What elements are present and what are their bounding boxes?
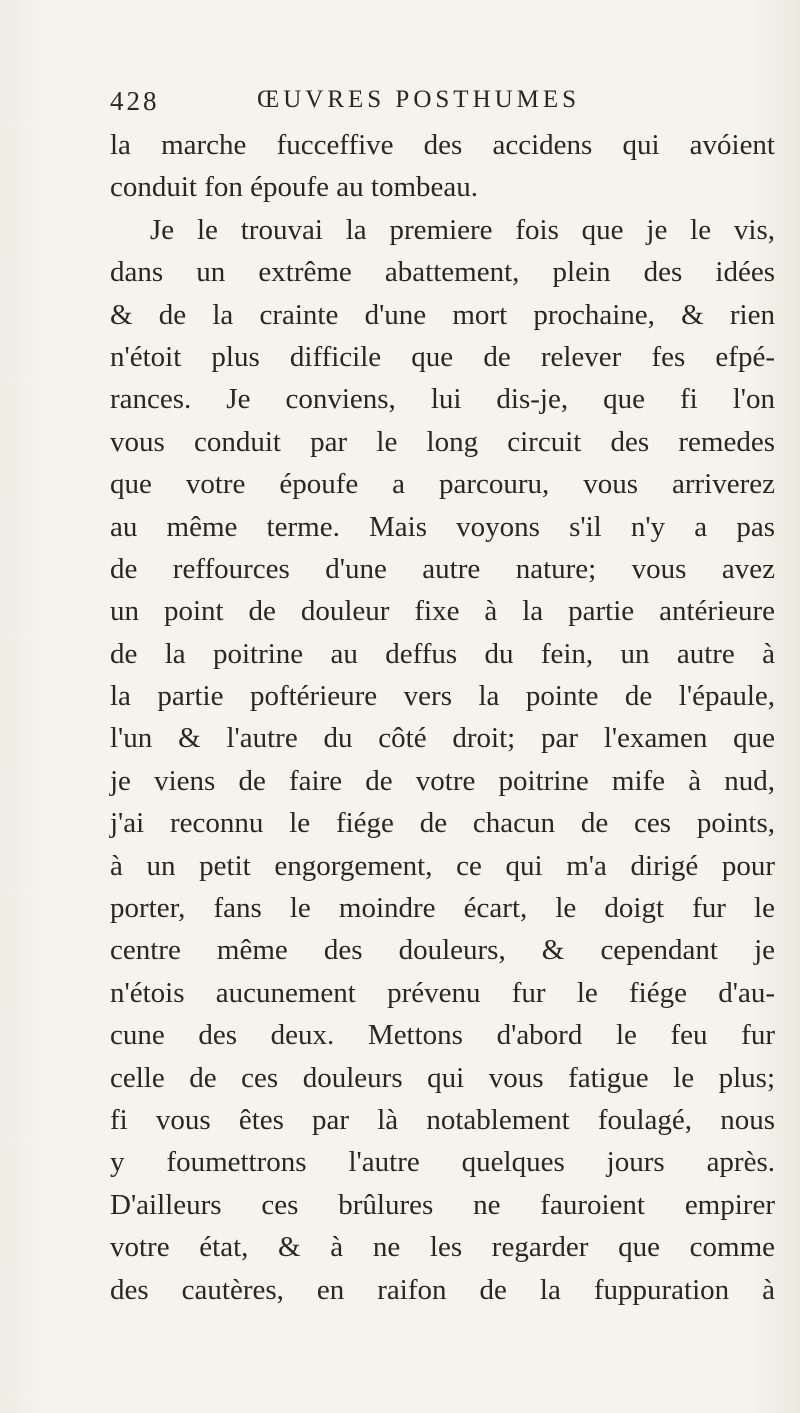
text-line: des cautères, en raifon de la fuppuration à <box>110 1273 775 1306</box>
text-line: dans un extrême abattement, plein des idées <box>110 256 775 289</box>
text-line: au même terme. Mais voyons s'il n'y a pas <box>110 510 775 543</box>
text-line: conduit fon époufe au tombeau. <box>110 171 479 204</box>
text-line: de reffources d'une autre nature; vous avez <box>110 552 775 585</box>
text-line: votre état, & à ne les regarder que comme <box>110 1231 775 1264</box>
text-line: Je le trouvai la premiere fois que je le vis, <box>150 213 775 246</box>
text-line: que votre époufe a parcouru, vous arriverez <box>110 468 775 501</box>
page-number: 428 <box>110 86 160 116</box>
text-line: je viens de faire de votre poitrine mife à nud, <box>110 764 775 797</box>
text-line: la partie poftérieure vers la pointe de l'épaule, <box>110 680 775 713</box>
page-header <box>110 86 710 126</box>
running-title: ŒUVRES POSTHUMES <box>257 86 581 113</box>
text-line: la marche fucceffive des accidens qui avóient <box>110 129 775 161</box>
text-line: rances. Je conviens, lui dis-je, que fi l'on <box>110 383 775 416</box>
text-line: un point de douleur fixe à la partie antérieure <box>110 595 775 628</box>
text-line: vous conduit par le long circuit des remedes <box>110 425 775 458</box>
text-line: cune des deux. Mettons d'abord le feu fur <box>110 1019 775 1052</box>
text-line: D'ailleurs ces brûlures ne fauroient empirer <box>110 1188 775 1221</box>
text-line: j'ai reconnu le fiége de chacun de ces points, <box>110 807 775 840</box>
text-line: porter, fans le moindre écart, le doigt fur le <box>110 892 775 925</box>
text-line: n'étois aucunement prévenu fur le fiége d'au- <box>110 976 775 1009</box>
text-line: celle de ces douleurs qui vous fatigue le plus; <box>110 1061 775 1094</box>
text-line: y foumettrons l'autre quelques jours après. <box>110 1146 775 1179</box>
text-line: l'un & l'autre du côté droit; par l'examen que <box>110 722 775 755</box>
text-line: & de la crainte d'une mort prochaine, & rien <box>110 298 775 331</box>
text-line: n'étoit plus difficile que de relever fes efpé- <box>110 340 775 373</box>
text-line: fi vous êtes par là notablement foulagé, nous <box>110 1103 775 1136</box>
text-line: de la poitrine au deffus du fein, un autre à <box>110 637 775 670</box>
text-line: centre même des douleurs, & cependant je <box>110 934 775 967</box>
body-text <box>110 124 775 1311</box>
text-line: à un petit engorgement, ce qui m'a dirigé pour <box>110 849 775 882</box>
